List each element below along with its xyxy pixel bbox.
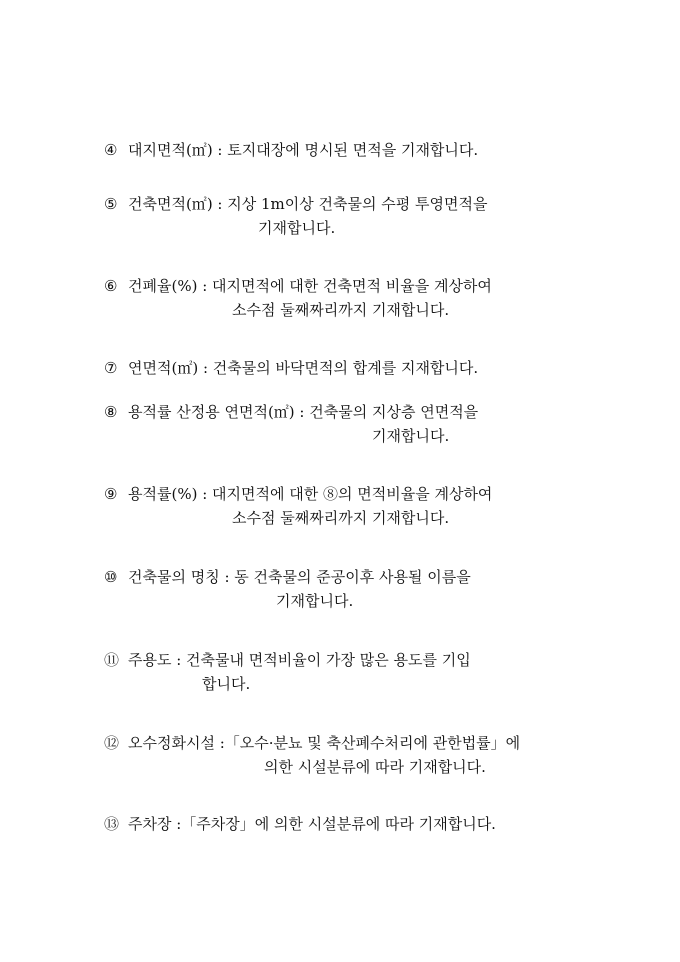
list-item-9 (104, 482, 588, 530)
item-number: ⑧ (104, 403, 118, 421)
item-text-line2: 소수점 둘째짜리까지 기재합니다. (232, 301, 450, 319)
item-text-line1: 건폐율(%) : 대지면적에 대한 건축면적 비율을 계상하여 (128, 277, 492, 295)
list-item-7 (104, 356, 588, 380)
item-text-line2: 기재합니다. (372, 427, 450, 445)
list-item-11 (104, 648, 588, 696)
list-item-5 (104, 192, 588, 240)
item-text-line2: 의한 시설분류에 따라 기재합니다. (264, 758, 486, 776)
item-number: ④ (104, 141, 118, 159)
item-number: ⑤ (104, 195, 118, 213)
item-text-line1: 대지면적(㎡) : 토지대장에 명시된 면적을 기재합니다. (128, 141, 479, 159)
list-item-10 (104, 565, 588, 613)
item-text-line1: 연면적(㎡) : 건축물의 바닥면적의 합계를 지재합니다. (128, 359, 479, 377)
list-item-12 (104, 731, 588, 779)
item-text-line1: 건축면적(㎡) : 지상 1m이상 건축물의 수평 투영면적을 (128, 195, 488, 213)
item-text-line1: 용적률 산정용 연면적(㎡) : 건축물의 지상층 연면적을 (128, 403, 479, 421)
list-item-13 (104, 812, 588, 836)
item-number: ⑥ (104, 277, 118, 295)
list-item-8 (104, 400, 588, 448)
item-number: ⑬ (104, 815, 120, 833)
item-text-line1: 주용도 : 건축물내 면적비율이 가장 많은 용도를 기입 (128, 651, 471, 669)
item-text-line2: 기재합니다. (258, 219, 336, 237)
item-text-line2: 합니다. (202, 675, 251, 693)
item-number: ⑨ (104, 485, 118, 503)
item-text-line1: 주차장 :「주차장」에 의한 시설분류에 따라 기재합니다. (128, 815, 496, 833)
item-text-line2: 소수점 둘째짜리까지 기재합니다. (232, 509, 450, 527)
item-text-line1: 용적률(%) : 대지면적에 대한 ⑧의 면적비율을 계상하여 (128, 485, 493, 503)
item-number: ⑫ (104, 734, 120, 752)
item-text-line1: 오수정화시설 :「오수·분뇨 및 축산폐수처리에 관한법률」에 (128, 734, 521, 752)
item-number: ⑪ (104, 651, 120, 669)
list-item-4 (104, 138, 588, 162)
item-text-line2: 기재합니다. (276, 592, 354, 610)
list-item-6 (104, 274, 588, 322)
item-text-line1: 건축물의 명칭 : 동 건축물의 준공이후 사용될 이름을 (128, 568, 471, 586)
item-number: ⑦ (104, 359, 118, 377)
item-number: ⑩ (104, 568, 118, 586)
